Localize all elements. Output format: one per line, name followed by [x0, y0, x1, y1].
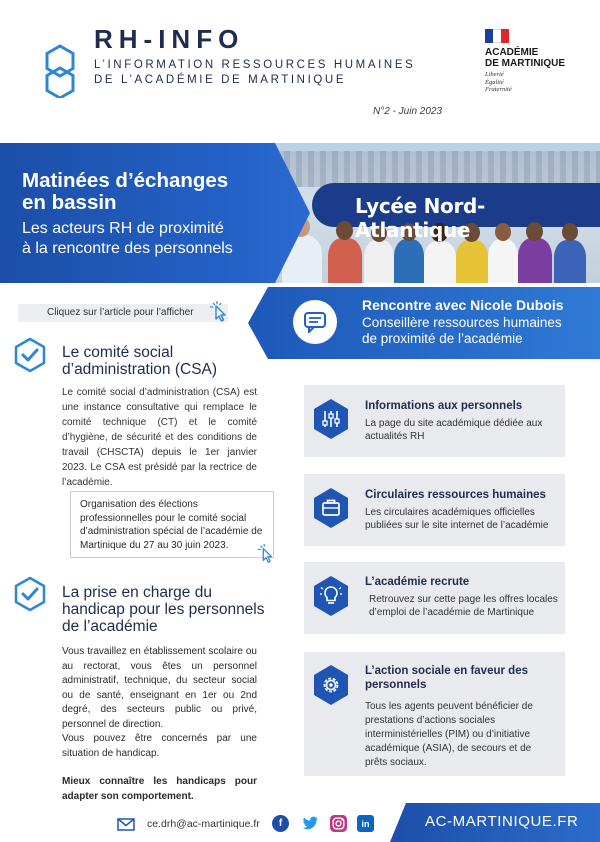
linkedin-icon[interactable]: in	[357, 815, 374, 832]
click-cursor-icon	[208, 300, 230, 324]
photo-sign-text: Lycée Nord-Atlantique	[355, 194, 486, 242]
issue-number: N°2 - Juin 2023	[373, 106, 443, 117]
card-title: L’académie recrute	[365, 576, 470, 588]
chat-icon	[293, 300, 337, 344]
lightbulb-icon	[312, 575, 350, 617]
card-text: Retrouvez sur cette page les offres locales d’emploi de l’académie de Martinique	[369, 594, 558, 618]
sliders-icon	[312, 398, 350, 440]
elections-text: Organisation des élections professionnelles pour le comité social d’administration spécial de l’académie de Martinique du 27 au 30 juin 2023.	[80, 499, 263, 551]
republic-motto: Liberté Égalité Fraternité	[485, 71, 512, 93]
academy-logo	[485, 29, 595, 94]
meeting-subtitle: Conseillère ressources humaines de proximité de l’académie	[362, 315, 562, 346]
handicap-title[interactable]: La prise en charge du handicap pour les personnels de l’académie	[62, 584, 265, 635]
newsletter-title: RH-INFO	[94, 24, 245, 54]
meeting-title: Rencontre avec Nicole Dubois	[362, 297, 564, 313]
instagram-icon[interactable]	[330, 815, 347, 832]
hero-subtitle: Les acteurs RH de proximité à la rencontre des personnels	[22, 220, 233, 257]
card-text: La page du site académique dédiée aux actualités RH	[365, 418, 543, 442]
card-title: Circulaires ressources humaines	[365, 489, 546, 501]
click-cursor-icon-2	[256, 543, 276, 565]
csa-title[interactable]: Le comité social d’administration (CSA)	[62, 344, 218, 378]
card-title: Informations aux personnels	[365, 400, 523, 412]
academy-name: ACADÉMIE DE MARTINIQUE	[485, 47, 565, 69]
handicap-body: Vous travaillez en établissement scolaire ou au rectorat, vous êtes un personnel administratif, technique, du secteur social ou de santé, enseignant en 1er ou 2nd degré, des secteurs public ou privé, personnel de direction. Vous pouvez être concernés par une situation de handicap. Mieux connaître les handicaps pour adapter son comportement.	[62, 646, 257, 802]
card-text: Les circulaires académiques officielles publiées sur le site internet de l’académie	[365, 507, 549, 531]
hero-title: Matinées d’échanges en bassin	[22, 169, 229, 214]
gear-icon	[312, 664, 350, 706]
click-hint-text: Cliquez sur l’article pour l’afficher	[47, 307, 194, 318]
card-text: Tous les agents peuvent bénéficier de prestations d’actions sociales interministérielles (PIM) ou d’initiative académique (ASIA), de secours et de prêts sociaux.	[365, 701, 533, 768]
check-hexagon-icon	[13, 576, 47, 612]
briefcase-icon	[312, 487, 350, 529]
french-flag-icon	[485, 29, 509, 43]
mail-icon[interactable]	[117, 818, 135, 831]
rh-info-logo	[44, 44, 76, 98]
facebook-icon[interactable]: f	[272, 815, 289, 832]
footer-email-link[interactable]: ce.drh@ac-martinique.fr	[147, 818, 260, 830]
newsletter-subtitle: L’INFORMATION RESSOURCES HUMAINES DE L’ACADÉMIE DE MARTINIQUE	[94, 59, 416, 86]
card-title: L’action sociale en faveur des personnels	[365, 665, 528, 691]
twitter-icon[interactable]	[302, 815, 319, 832]
check-hexagon-icon	[13, 337, 47, 373]
csa-body: Le comité social d’administration (CSA) est une instance consultative qui remplace le comité technique (CT) et le comité d’hygiène, de sécurité et des conditions de travail (CHSCTA) depuis le 1er janvier 2023. Le CSA est présidé par la rectrice de l’académie.	[62, 387, 257, 488]
site-link-text[interactable]: AC-MARTINIQUE.FR	[425, 813, 579, 830]
